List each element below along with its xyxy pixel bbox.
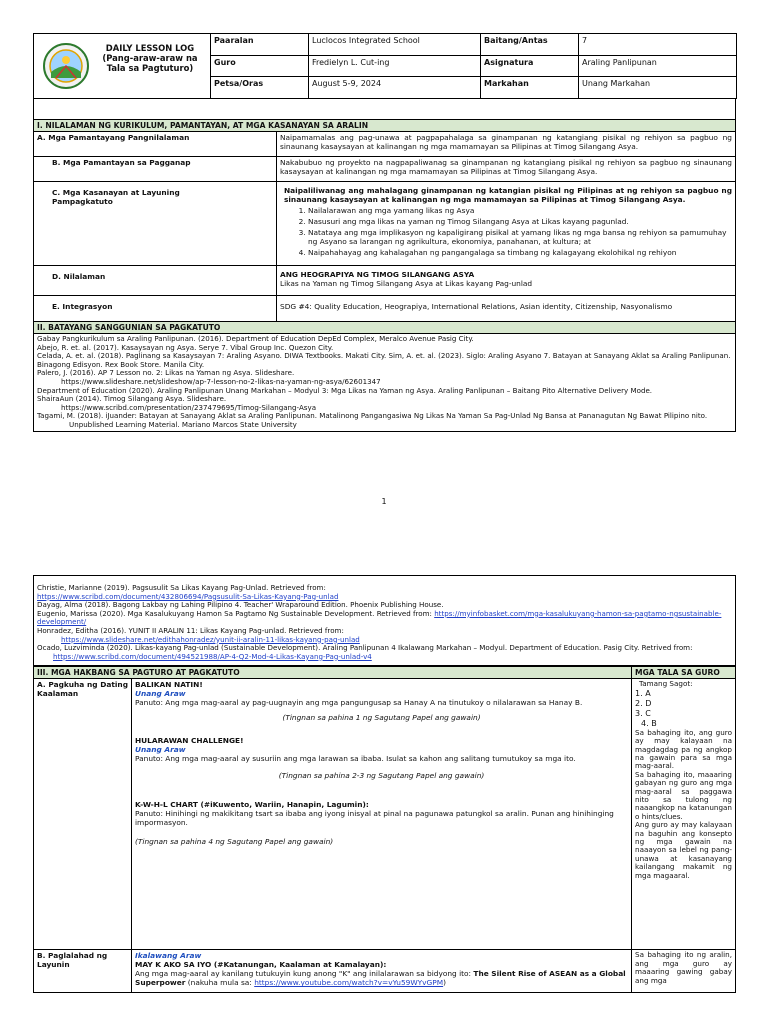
logo-title-cell bbox=[34, 34, 211, 99]
kasanayan-value bbox=[277, 182, 736, 266]
hularawan-title: HULARAWAN CHALLENGE! bbox=[135, 736, 244, 746]
paaralan-label: Paaralan bbox=[211, 34, 309, 56]
page-one bbox=[33, 33, 736, 432]
reference-item: Palero, J. (2016). AP 7 Lesson no. 2: Likas na Yaman ng Asya. Slideshare. bbox=[37, 368, 295, 378]
school-seal-logo bbox=[42, 42, 90, 90]
kasanayan-list bbox=[308, 206, 732, 257]
list-item: 4. Naipahahayag ang kahalagahan ng pangangalaga sa timbang ng kalagayang ekolohikal ng rehiyon bbox=[308, 248, 732, 257]
section-three-title: III. MGA HAKBANG SA PAGTURO AT PAGKATUTO bbox=[34, 667, 632, 679]
answers-title: Tamang Sagot: bbox=[639, 679, 693, 689]
balikan-title: BALIKAN NATIN! bbox=[135, 680, 203, 690]
section-two-title: II. BATAYANG SANGGUNIAN SA PAGKATUTO bbox=[34, 322, 736, 334]
reference-item: Celada, A. et. al. (2018). Paglinang sa Kasaysayan 7: Araling Asyano. DIWA Textbooks. Makati City. Sim, A. et. al. (2023). Siglo: Araling Asyano 7. Batayan at Sanayang Aklat sa Araling Panlipunan. Binagong Edisyon. Rex Book Store. Manila City. bbox=[37, 351, 731, 369]
dll-title: DAILY LESSON LOG bbox=[105, 43, 195, 53]
reference-item: Department of Education (2020). Araling Panlipunan Unang Markahan – Modyul 3: Mga Likas na Yaman ng Asya. Araling Panlipunan – Baitang Pito Alternative Delivery Mode. bbox=[37, 385, 653, 395]
reference-link[interactable]: https://www.scribd.com/document/432806694/Pagsusulit-Sa-Likas-Kayang-Pag-unlad bbox=[37, 591, 339, 601]
section-one-title: I. NILALAMAN NG KURIKULUM, PAMANTAYAN, AT MGA KASANAYAN SA ARALIN bbox=[34, 120, 736, 132]
reference-item: Ocado, Luzviminda (2020). Likas-kayang Pag-unlad (Sustainable Development). Araling Panlipunan 4 Ikalawang Markahan – Modyul. Department of Education. Pasig City. Retrived from: https://www.scribd.com/document/494521988/AP-4-Q2-Mod-4-Likas-Kayang-Pag-unlad-v4 bbox=[37, 643, 693, 661]
dll-subtitle-2: Tala sa Pagtuturo) bbox=[106, 63, 194, 73]
reference-item: Eugenio, Marissa (2020). Mga Kasalukuyang Hamon Sa Pagtamo Ng Sustainable Development. Retrieved from: https://myinfobasket.com/mga-kasalukuyang-hamon-sa-pagtamo-ngsustainable-development/ bbox=[37, 608, 722, 627]
teacher-notes bbox=[632, 679, 736, 950]
hularawan-reference: (Tingnan sa pahina 2-3 ng Sagutang Papel ang gawain) bbox=[278, 771, 485, 781]
balikan-reference: (Tingnan sa pahina 1 ng Sagutang Papel ang gawain) bbox=[282, 713, 481, 723]
unang-araw-label: Unang Araw bbox=[135, 745, 186, 755]
guro-label: Guro bbox=[211, 55, 309, 77]
reference-item: ShairaAun (2014). Timog Silangang Asya. Slideshare. bbox=[37, 394, 227, 404]
reference-item: Tagami, M. (2018). iJuander: Batayan at Sanayang Aklat sa Araling Panlipunan. Matalinong Pangangasiwa Ng Likas Na Yaman Sa Pag-Unlad Ng Bansa at Pananagutan Ng Bawat Pilipino nito. Unpublished Learning Material. Mariano Marcos State University bbox=[37, 411, 708, 429]
page-number: 1 bbox=[381, 497, 387, 506]
reference-item: Christie, Marianne (2019). Pagsusulit Sa Likas Kayang Pag-Unlad. Retrieved from: bbox=[37, 583, 326, 592]
asignatura-value: Araling Panlipunan bbox=[579, 55, 737, 77]
may-k-text: Ang mga mag-aaral ay kanilang tutukuyin kung anong "K" ang inilalarawan sa bidyong ito: The Silent Rise of ASEAN as a Global Superpower (nakuha mula sa: https://www.youtube.com/watch?v=vYu59WYvGPM) bbox=[135, 969, 626, 988]
nilalaman-label: D. Nilalaman bbox=[34, 266, 277, 296]
reference-link[interactable]: https://www.slideshare.net/slideshow/ap-7-lesson-no-2-likas-na-yaman-ng-asya/62601347 bbox=[61, 376, 381, 386]
header-table bbox=[33, 33, 737, 99]
paglalahad-layunin-label: B. Paglalahad ng Layunin bbox=[34, 950, 132, 993]
references-cell bbox=[34, 334, 736, 432]
pamantayang-pangnilalaman-value: Naipamamalas ang pag-unawa at pagpapahalaga sa ginampanan ng katangiang pisikal ng rehiyon sa pagbuo ng sinaunang kasaysayan at kalinangan ng mga mamamayan sa Pilipinas at Timog Silangang Asya. bbox=[277, 132, 736, 157]
section-one-table bbox=[33, 119, 736, 432]
nilalaman-heading: ANG HEOGRAPIYA NG TIMOG SILANGANG ASYA bbox=[280, 270, 475, 279]
kasanayan-label: C. Mga Kasanayan at Layuning Pampagkatuto bbox=[34, 182, 277, 266]
dating-kaalaman-content bbox=[132, 679, 632, 950]
integrasyon-label: E. Integrasyon bbox=[34, 296, 277, 322]
reference-item: Gabay Pangkurikulum sa Araling Panlipunan. (2016). Department of Education DepEd Complex, Meralco Avenue Pasig City. bbox=[37, 334, 474, 343]
references-continued-table bbox=[33, 575, 736, 666]
guro-value: Fredielyn L. Cut-ing bbox=[309, 55, 481, 77]
integrasyon-value: SDG #4: Quality Education, Heograpiya, International Relations, Asian identity, Citizenship, Nasyonalismo bbox=[277, 296, 736, 322]
answer-item: 1. A bbox=[635, 688, 651, 698]
answer-item: 2. D bbox=[635, 698, 652, 708]
list-item: 1. Nailalarawan ang mga yamang likas ng Asya bbox=[308, 206, 732, 215]
pamantayan-pagganap-value: Nakabubuo ng proyekto na nagpapaliwanag sa ginampanan ng katangiang pisikal ng rehiyon sa pagbuo ng sinaunang kasaysayan at kalinangan ng mga mamamayan sa Pilipinas at Timog Silangang Asya. bbox=[277, 157, 736, 182]
baitang-label: Baitang/Antas bbox=[481, 34, 579, 56]
petsa-value: August 5-9, 2024 bbox=[309, 77, 481, 99]
list-item: 3. Natataya ang mga implikasyon ng kapaligirang pisikal at yamang likas ng mga bansa ng rehiyon sa pamumuhay ng Asyano sa larangan ng agrikultura, ekonomiya, panahanan, at kultura; at bbox=[308, 228, 732, 246]
reference-item: Honradez, Editha (2016). YUNIT II ARALIN 11: Likas Kayang Pag-unlad. Retrieved from: bbox=[37, 625, 344, 635]
answer-item: 4. B bbox=[641, 718, 657, 728]
reference-link[interactable]: https://www.scribd.com/presentation/237479695/Timog-Silangang-Asya bbox=[61, 402, 317, 412]
pamantayan-pagganap-label: B. Mga Pamantayan sa Pagganap bbox=[34, 157, 277, 182]
asignatura-label: Asignatura bbox=[481, 55, 579, 77]
reference-link[interactable]: https://www.scribd.com/document/494521988/AP-4-Q2-Mod-4-Likas-Kayang-Pag-unlad-v4 bbox=[53, 651, 372, 661]
paaralan-value: Luclocos Integrated School bbox=[309, 34, 481, 56]
answer-item: 3. C bbox=[635, 708, 651, 718]
unang-araw-label: Unang Araw bbox=[135, 689, 186, 699]
reference-item: Dayag, Alma (2018). Bagong Lakbay ng Lahing Pilipino 4. Teacher' Wraparound Edition. Phoenix Publishing House. bbox=[37, 600, 444, 610]
hularawan-instructions: Panuto: Ang mga mag-aaral ay susuriin ang mga larawan sa ibaba. Isulat sa kahon ang salitang tumutukoy sa mga ito. bbox=[135, 754, 576, 764]
dll-subtitle-1: (Pang-araw-araw na bbox=[102, 53, 198, 63]
video-title: The Silent Rise of ASEAN as a Global Superpower bbox=[135, 969, 626, 988]
markahan-label: Markahan bbox=[481, 77, 579, 99]
note-paragraph: Sa bahaging ito, ang guro ay may kalayaan na magdagdag pa ng angkop na gawain para sa mga mag-aaral. bbox=[635, 727, 732, 771]
teacher-notes-2: Sa bahaging ito ng aralin, ang mga guro ay maaaring gawing gabay ang mga bbox=[632, 950, 736, 993]
paglalahad-layunin-content bbox=[132, 950, 632, 993]
dating-kaalaman-label: A. Pagkuha ng Dating Kaalaman bbox=[34, 679, 132, 950]
kwhl-title: K-W-H-L CHART (#iKuwento, Wariin, Hanapin, Lagumin): bbox=[135, 800, 369, 810]
baitang-value: 7 bbox=[579, 34, 737, 56]
list-item: 2. Nasusuri ang mga likas na yaman ng Timog Silangang Asya at Likas kayang pagunlad. bbox=[308, 217, 732, 226]
may-k-title: MAY K AKO SA IYO (#Katanungan, Kaalaman at Kamalayan): bbox=[135, 960, 387, 970]
video-link[interactable]: https://www.youtube.com/watch?v=vYu59WYvGPM bbox=[254, 978, 444, 988]
ikalawang-araw-label: Ikalawang Araw bbox=[135, 951, 202, 961]
section-three-table bbox=[33, 666, 736, 993]
reference-item: Abejo, R. et. al. (2017). Kasaysayan ng Asya. Serye 7. Vibal Group Inc. Quezon City. bbox=[37, 342, 334, 352]
notes-title: MGA TALA SA GURO bbox=[632, 667, 736, 679]
kasanayan-intro: Naipaliliwanag ang mahalagang ginampanan ng katangian pisikal ng Pilipinas at ng rehiyon sa pagbuo ng sinaunang kasaysayan at kalinangan ng mga mamamayan sa Pilipinas at Timog Silangang Asya. bbox=[284, 186, 732, 204]
reference-link[interactable]: https://myinfobasket.com/mga-kasalukuyang-hamon-sa-pagtamo-ngsustainable-development/ bbox=[37, 608, 722, 627]
balikan-instructions: Panuto: Ang mga mag-aaral ay pag-uugnayin ang mga pangungusap sa Hanay A na tinutukoy o nilalarawan sa Hanay B. bbox=[135, 698, 583, 708]
note-paragraph: Sa bahaging ito, maaaring gabayan ng guro ang mga mag-aaral sa paggawa nito sa tulong ng naaangkop na katanungan o hints/clues. bbox=[635, 769, 732, 821]
references-continued-cell bbox=[34, 576, 736, 666]
pamantayang-pangnilalaman-label: A. Mga Pamantayang Pangnilalaman bbox=[34, 132, 277, 157]
note-paragraph: Ang guro ay may kalayaan na baguhin ang konsepto ng mga gawain na naaayon sa lebel ng pang-unawa at kasanayang kailangang makamit ng mga magaaral. bbox=[635, 820, 732, 880]
header-spacer bbox=[33, 99, 736, 119]
kwhl-instructions: Panuto: Hinihingi ng makikitang tsart sa ibaba ang iyong inisyal at pinal na pagunawa patungkol sa aralin. Punan ang hinihinging impormasyon. bbox=[135, 809, 614, 828]
petsa-label: Petsa/Oras bbox=[211, 77, 309, 99]
nilalaman-value bbox=[277, 266, 736, 296]
page-two bbox=[33, 575, 736, 993]
kwhl-reference: (Tingnan sa pahina 4 ng Sagutang Papel ang gawain) bbox=[135, 837, 334, 847]
reference-link[interactable]: https://www.slideshare.net/edithahonradez/yunit-ii-aralin-11-likas-kayang-pag-unlad bbox=[61, 634, 360, 644]
markahan-value: Unang Markahan bbox=[579, 77, 737, 99]
nilalaman-text: Likas na Yaman ng Timog Silangang Asya at Likas kayang Pag-unlad bbox=[280, 279, 533, 288]
